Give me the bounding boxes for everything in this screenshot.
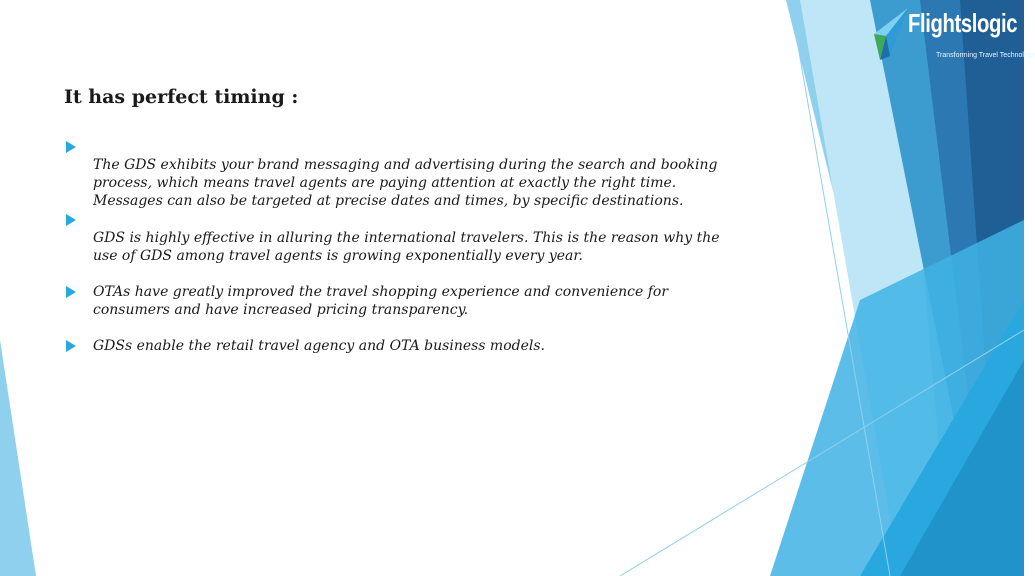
bullet-1-line-1: The GDS exhibits your brand messaging and advertising during the search and booking (93, 157, 718, 173)
bullet-arrow-icon (66, 286, 76, 298)
brand-name: Flightslogic (908, 8, 1018, 38)
bullet-2-line-1: GDS is highly effective in alluring the international travelers. This is the reason why the (93, 230, 720, 246)
bullet-1-line-3: Messages can also be targeted at precise dates and times, by specific destinations. (93, 193, 684, 209)
bullet-4-line-1: GDSs enable the retail travel agency and OTA business models. (93, 338, 545, 354)
bullet-arrow-icon (66, 214, 76, 226)
left-edge-shape (0, 340, 36, 576)
bullet-text-3 (93, 283, 763, 319)
bullet-text-1 (93, 156, 763, 210)
brand-logo (868, 6, 1035, 64)
bullet-1-line-2: process, which means travel agents are paying attention at exactly the right time. (93, 175, 677, 191)
bullet-arrow-icon (66, 141, 76, 153)
bullet-3-line-1: OTAs have greatly improved the travel shopping experience and convenience for (93, 284, 669, 300)
bullet-text-2 (93, 229, 763, 265)
slide-title: It has perfect timing : (64, 86, 299, 108)
paper-plane-icon (870, 6, 910, 62)
bullet-text-4 (93, 337, 763, 355)
bullet-arrow-icon (66, 340, 76, 352)
bullet-2-line-2: use of GDS among travel agents is growing exponentially every year. (93, 248, 583, 264)
brand-tagline: Transforming Travel Technology (936, 52, 1035, 59)
bullet-3-line-2: consumers and have increased pricing transparency. (93, 302, 469, 318)
